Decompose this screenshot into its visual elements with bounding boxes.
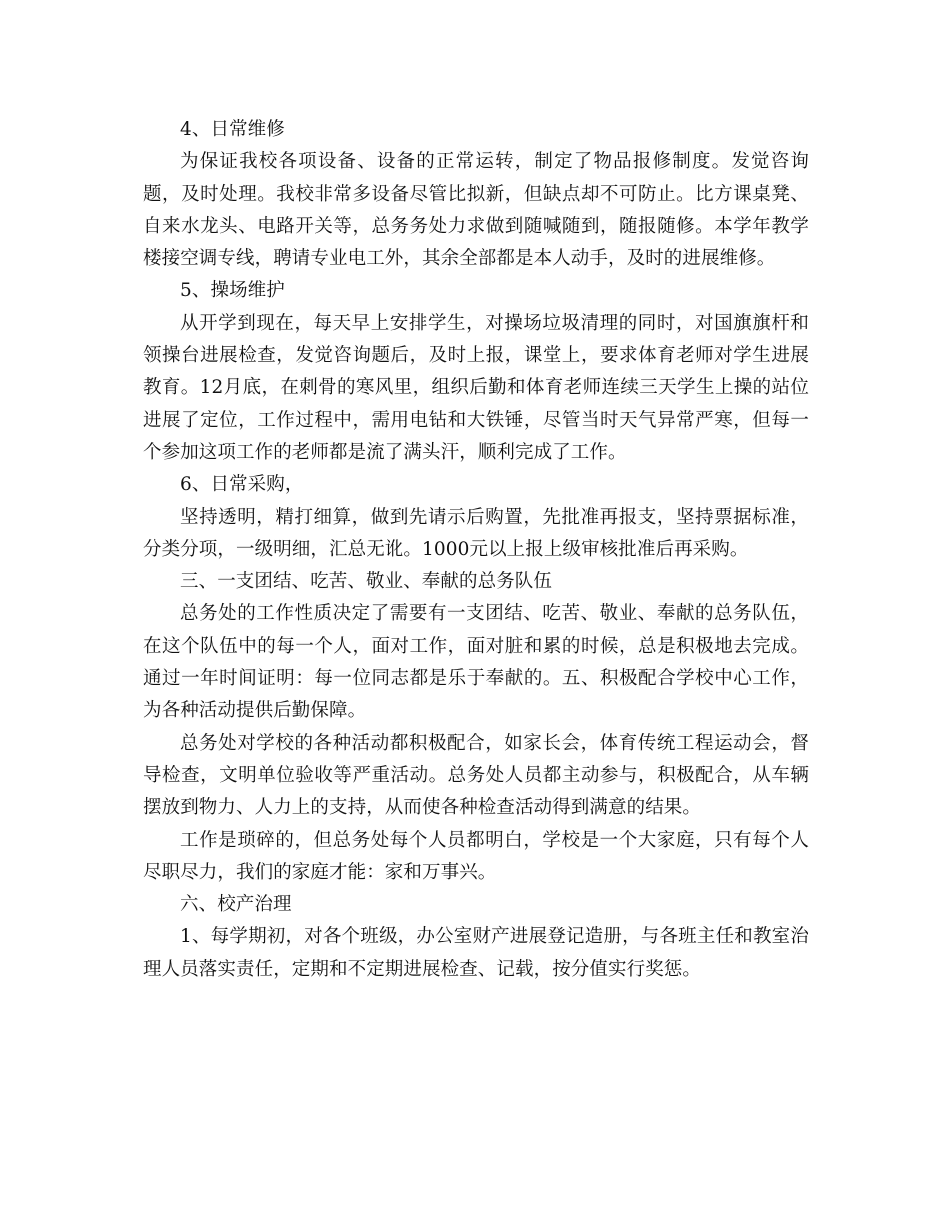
paragraph-asset-management: 1、每学期初，对各个班级，办公室财产进展登记造册，与各班主任和教室治理人员落实责任，定期和不定期进展检查、记载，按分值实行奖惩。	[143, 926, 809, 980]
paragraph-work-attitude: 工作是琐碎的，但总务处每个人员都明白，学校是一个大家庭，只有每个人尽职尽力，我们的家庭才能：家和万事兴。	[143, 829, 809, 883]
section-heading-daily-maintenance: 4、日常维修	[180, 119, 285, 140]
section-heading-playground-maintenance: 5、操场维护	[180, 280, 285, 302]
paragraph-activities-support: 总务处对学校的各种活动都积极配合，如家长会，体育传统工程运动会，督导检查，文明单位验收等严重活动。总务处人员都主动参与，积极配合，从车辆摆放到物力、人力上的支持，从而使各种检查活动得到满意的结果。	[143, 732, 809, 819]
section-heading-team: 三、一支团结、吃苦、敬业、奉献的总务队伍	[180, 571, 553, 593]
paragraph-daily-purchasing: 坚持透明，精打细算，做到先请示后购置，先批准再报支，坚持票据标准，分类分项，一级明细，汇总无讹。1000元以上报上级审核批准后再采购。	[143, 506, 809, 560]
paragraph-team: 总务处的工作性质决定了需要有一支团结、吃苦、敬业、奉献的总务队伍，在这个队伍中的每一个人，面对工作，面对脏和累的时候，总是积极地去完成。通过一年时间证明：每一位同志都是乐于奉献的。五、积极配合学校中心工作，为各种活动提供后勤保障。	[143, 603, 809, 722]
section-heading-asset-management: 六、校产治理	[180, 894, 292, 916]
paragraph-playground-maintenance: 从开学到现在，每天早上安排学生，对操场垃圾清理的同时，对国旗旗杆和领操台进展检查，发觉咨询题后，及时上报，课堂上，要求体育老师对学生进展教育。12月底，在刺骨的寒风里，组织后勤和体育老师连续三天学生上操的站位进展了定位，工作过程中，需用电钻和大铁锤，尽管当时天气异常严寒，但每一个参加这项工作的老师都是流了满头汗，顺利完成了工作。	[143, 312, 809, 463]
section-heading-daily-purchasing: 6、日常采购，	[180, 474, 304, 496]
document-page	[143, 114, 809, 986]
paragraph-daily-maintenance: 为保证我校各项设备、设备的正常运转，制定了物品报修制度。发觉咨询题，及时处理。我校非常多设备尽管比拟新，但缺点却不可防止。比方课桌凳、自来水龙头、电路开关等，总务务处力求做到随喊随到，随报随修。本学年教学楼接空调专线，聘请专业电工外，其余全部都是本人动手，及时的进展维修。	[143, 151, 809, 270]
